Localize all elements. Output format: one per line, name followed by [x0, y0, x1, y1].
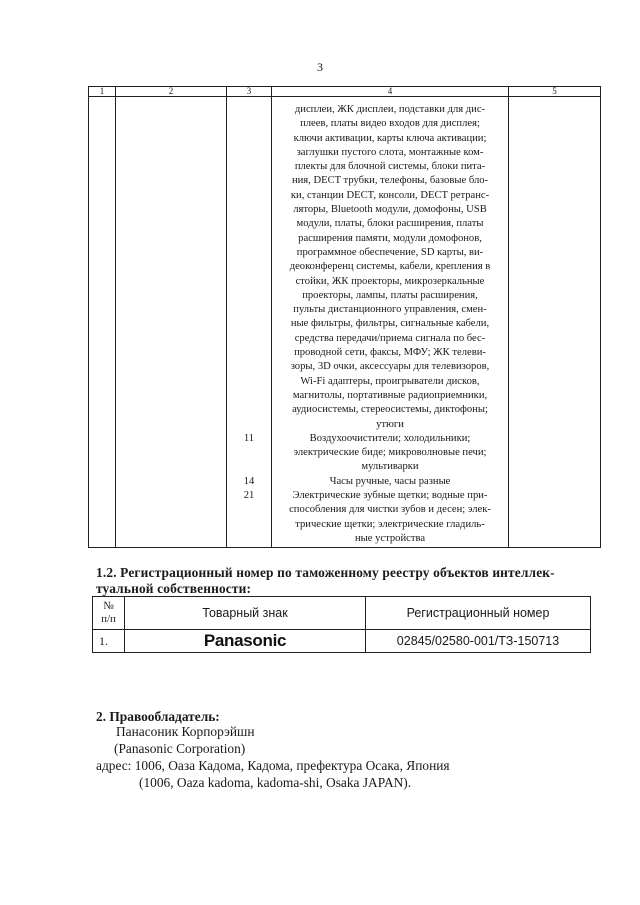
registration-header-trademark: Товарный знак [125, 597, 366, 630]
goods-description-line: Воздухоочистители; холодильники; [309, 432, 471, 444]
registration-header-number [93, 597, 125, 630]
goods-table-header-row [89, 87, 601, 97]
goods-cell-col-2 [116, 97, 227, 548]
goods-description-line: плекты для блочной системы, блоки пита- [294, 161, 486, 173]
goods-table [88, 86, 601, 548]
goods-cell-col-5 [509, 97, 601, 548]
registration-table-row [93, 630, 591, 653]
registration-table-header-row [93, 597, 591, 630]
goods-description-line: ключи активации, карты ключа активации; [293, 132, 487, 144]
goods-description-line: ки, станции DECT, консоли, DECT ретранс- [290, 189, 490, 201]
registration-row-number: 1. [93, 630, 125, 653]
goods-description-line: заглушки пустого слота, монтажные ком- [296, 146, 484, 158]
holder-address-en: (1006, Oaza kadoma, kadoma-shi, Osaka JAPAN). [139, 775, 412, 790]
goods-description-line: ные фильтры, фильтры, сигнальные кабели, [290, 318, 490, 330]
goods-description-column [272, 97, 509, 548]
goods-description-line: проводной сети, факсы, МФУ; ЖК телеви- [294, 347, 486, 359]
goods-description-line: Часы ручные, часы разные [329, 475, 451, 487]
trademark-logo: Panasonic [125, 630, 366, 653]
goods-class-number [227, 103, 271, 432]
goods-description-line: стойки, ЖК проекторы, микрозеркальные [295, 275, 485, 287]
goods-description-block [272, 432, 508, 475]
goods-description-line: мультиварки [361, 461, 419, 473]
section-2-title: 2. Правообладатель: [96, 709, 220, 724]
goods-description-line: ния, DECT трубки, телефоны, базовые бло- [291, 175, 489, 187]
goods-cell-col-1 [89, 97, 116, 548]
section-1-2-title-line-1: 1.2. Регистрационный номер по таможенному реестру объектов интеллек- [96, 565, 555, 580]
goods-description-line: проекторы, лампы, платы расширения, [302, 289, 478, 301]
goods-description-line: пульты дистанционного управления, смен- [293, 304, 487, 316]
registration-number-value: 02845/02580-001/ТЗ-150713 [366, 630, 591, 653]
goods-description-line: Wi-Fi адаптеры, проигрыватели дисков, [300, 375, 480, 387]
goods-class-column [227, 97, 272, 548]
goods-description-block [272, 103, 508, 432]
goods-description-line: деоконференц системы, кабели, крепления в [289, 261, 491, 273]
goods-description-line: способления для чистки зубов и десен; элек- [289, 504, 491, 516]
registration-table [92, 596, 591, 653]
goods-description-line: плеев, платы видео входов для дисплея; [300, 118, 480, 130]
section-1-2-title-line-2: туальной собственности: [96, 581, 252, 596]
section-1-2-title [96, 565, 608, 597]
page-number: 3 [317, 60, 323, 74]
goods-description-line: Электрические зубные щетки; водные при- [292, 490, 488, 502]
goods-description-line: утюги [376, 418, 404, 430]
goods-description-line: трические щетки; электрические гладиль- [295, 518, 485, 530]
goods-class-number: 11 [243, 432, 255, 444]
goods-header-col-4: 4 [272, 87, 509, 97]
goods-description-line: дисплеи, ЖК дисплеи, подставки для дис- [294, 104, 486, 115]
holder-name-ru: Панасоник Корпорэйшн [116, 724, 255, 739]
goods-description-line: ные устройства [354, 532, 426, 544]
goods-description-line: расширения памяти, модули домофонов, [298, 232, 482, 244]
goods-header-col-2: 2 [116, 87, 227, 97]
goods-description-line: модули, платы, блоки расширения, платы [296, 218, 484, 230]
goods-description-line: магнитолы, портативные радиоприемники, [292, 389, 488, 401]
goods-class-number: 21 [243, 490, 255, 502]
goods-description-line: электрические биде; микроволновые печи; [293, 447, 487, 459]
goods-description-line: зоры, 3D очки, аксессуары для телевизоров, [290, 361, 490, 373]
holder-name-en: (Panasonic Corporation) [114, 741, 246, 756]
goods-header-col-3: 3 [227, 87, 272, 97]
goods-header-col-1: 1 [89, 87, 116, 97]
holder-address-ru: адрес: 1006, Оаза Кадома, Кадома, префектура Осака, Япония [96, 758, 450, 773]
goods-description-line: программное обеспечение, SD карты, ви- [296, 246, 484, 258]
registration-header-reg-number: Регистрационный номер [366, 597, 591, 630]
goods-header-col-5: 5 [509, 87, 601, 97]
registration-header-number-abbr: п/п [101, 613, 116, 625]
goods-description-line: средства передачи/приема сигнала по бес- [294, 332, 486, 344]
goods-description-line: аудиосистемы, стереосистемы, диктофоны; [292, 404, 488, 416]
goods-class-number: 14 [243, 475, 255, 487]
goods-table-body-row [89, 97, 601, 548]
goods-description-line: ляторы, Bluetooth модули, домофоны, USB [293, 204, 487, 216]
goods-description-block [272, 475, 508, 489]
goods-description-block [272, 489, 508, 546]
registration-header-number-sign: № [103, 600, 114, 612]
